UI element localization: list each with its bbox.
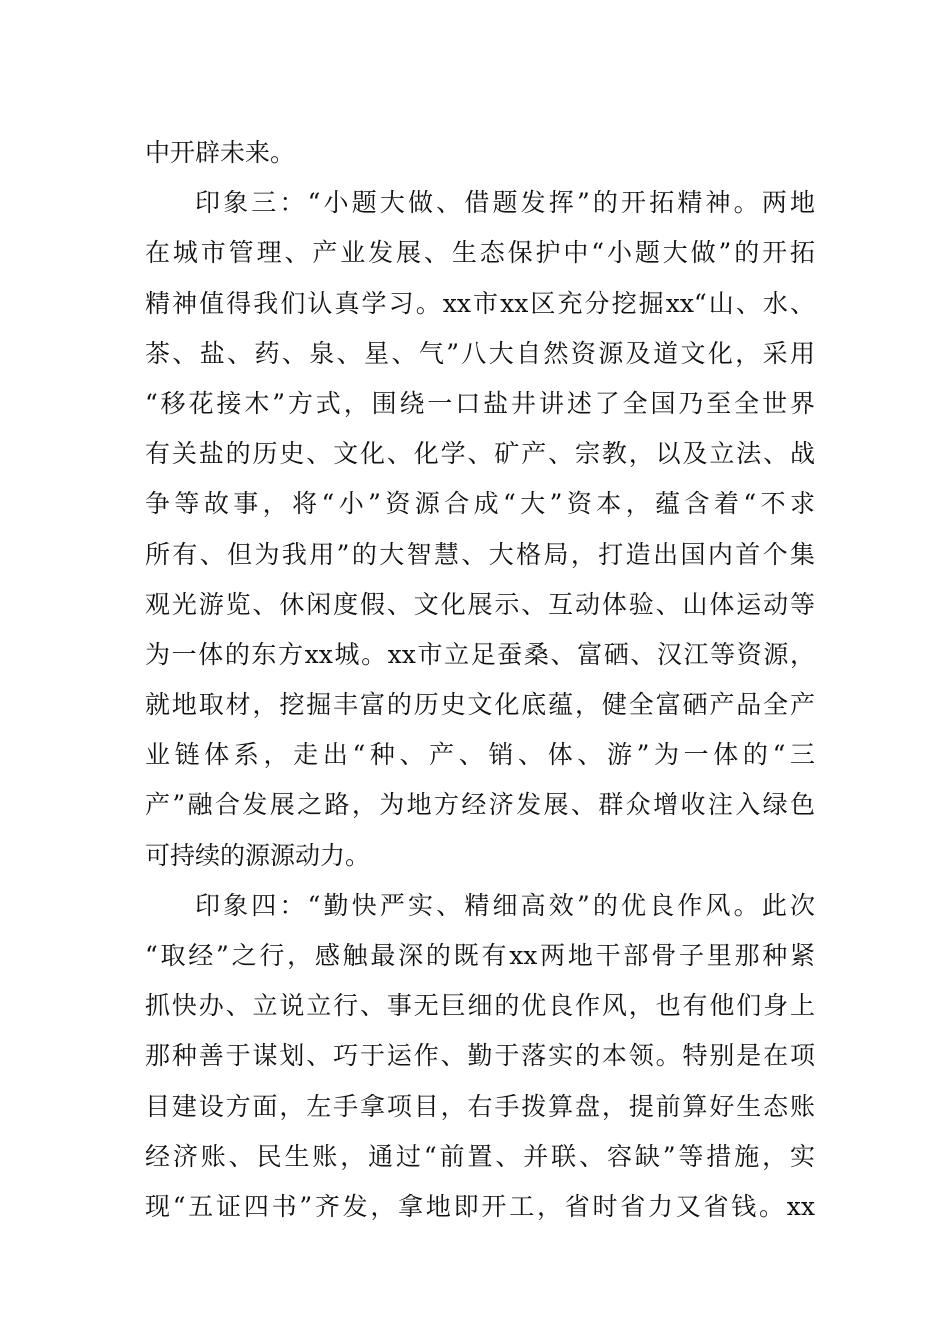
text-line: 目建设方面，左手拿项目，右手拨算盘，提前算好生态账 bbox=[145, 1091, 815, 1121]
text-line: 现“五证四书”齐发，拿地即开工，省时省力又省钱。xx bbox=[145, 1191, 815, 1221]
text-line: 观光游览、休闲度假、文化展示、互动体验、山体运动等 bbox=[145, 589, 815, 619]
document-body bbox=[145, 128, 815, 1232]
text-line: 那种善于谋划、巧于运作、勤于落实的本领。特别是在项 bbox=[145, 1041, 815, 1071]
text-line: 有关盐的历史、文化、化学、矿产、宗教，以及立法、战 bbox=[145, 439, 815, 469]
text-line: 茶、盐、药、泉、星、气”八大自然资源及道文化，采用 bbox=[145, 338, 815, 368]
text-line: “取经”之行，感触最深的既有xx两地干部骨子里那种紧 bbox=[145, 941, 815, 970]
text-line: 就地取材，挖掘丰富的历史文化底蕴，健全富硒产品全产 bbox=[145, 690, 815, 720]
text-line: 争等故事，将“小”资源合成“大”资本，蕴含着“不求 bbox=[145, 489, 815, 519]
paragraph-first-line: 印象四：“勤快严实、精细高效”的优良作风。此次 bbox=[195, 890, 815, 920]
text-line: 可持续的源源动力。 bbox=[145, 840, 371, 870]
text-line: 经济账、民生账，通过“前置、并联、容缺”等措施，实 bbox=[145, 1141, 815, 1171]
text-line: 精神值得我们认真学习。xx市xx区充分挖掘xx“山、水、 bbox=[145, 288, 815, 318]
paragraph-first-line: 印象三：“小题大做、借题发挥”的开拓精神。两地 bbox=[195, 188, 815, 218]
text-line: 所有、但为我用”的大智慧、大格局，打造出国内首个集 bbox=[145, 539, 815, 569]
text-line: 中开辟未来。 bbox=[145, 138, 296, 167]
text-line: “移花接木”方式，围绕一口盐井讲述了全国乃至全世界 bbox=[145, 388, 815, 418]
text-line: 业链体系，走出“种、产、销、体、游”为一体的“三 bbox=[145, 740, 815, 770]
text-line: 为一体的东方xx城。xx市立足蚕桑、富硒、汉江等资源， bbox=[145, 639, 815, 669]
text-line: 在城市管理、产业发展、生态保护中“小题大做”的开拓 bbox=[145, 238, 815, 268]
text-line: 抓快办、立说立行、事无巨细的优良作风，也有他们身上 bbox=[145, 991, 815, 1021]
text-line: 产”融合发展之路，为地方经济发展、群众增收注入绿色 bbox=[145, 790, 815, 820]
